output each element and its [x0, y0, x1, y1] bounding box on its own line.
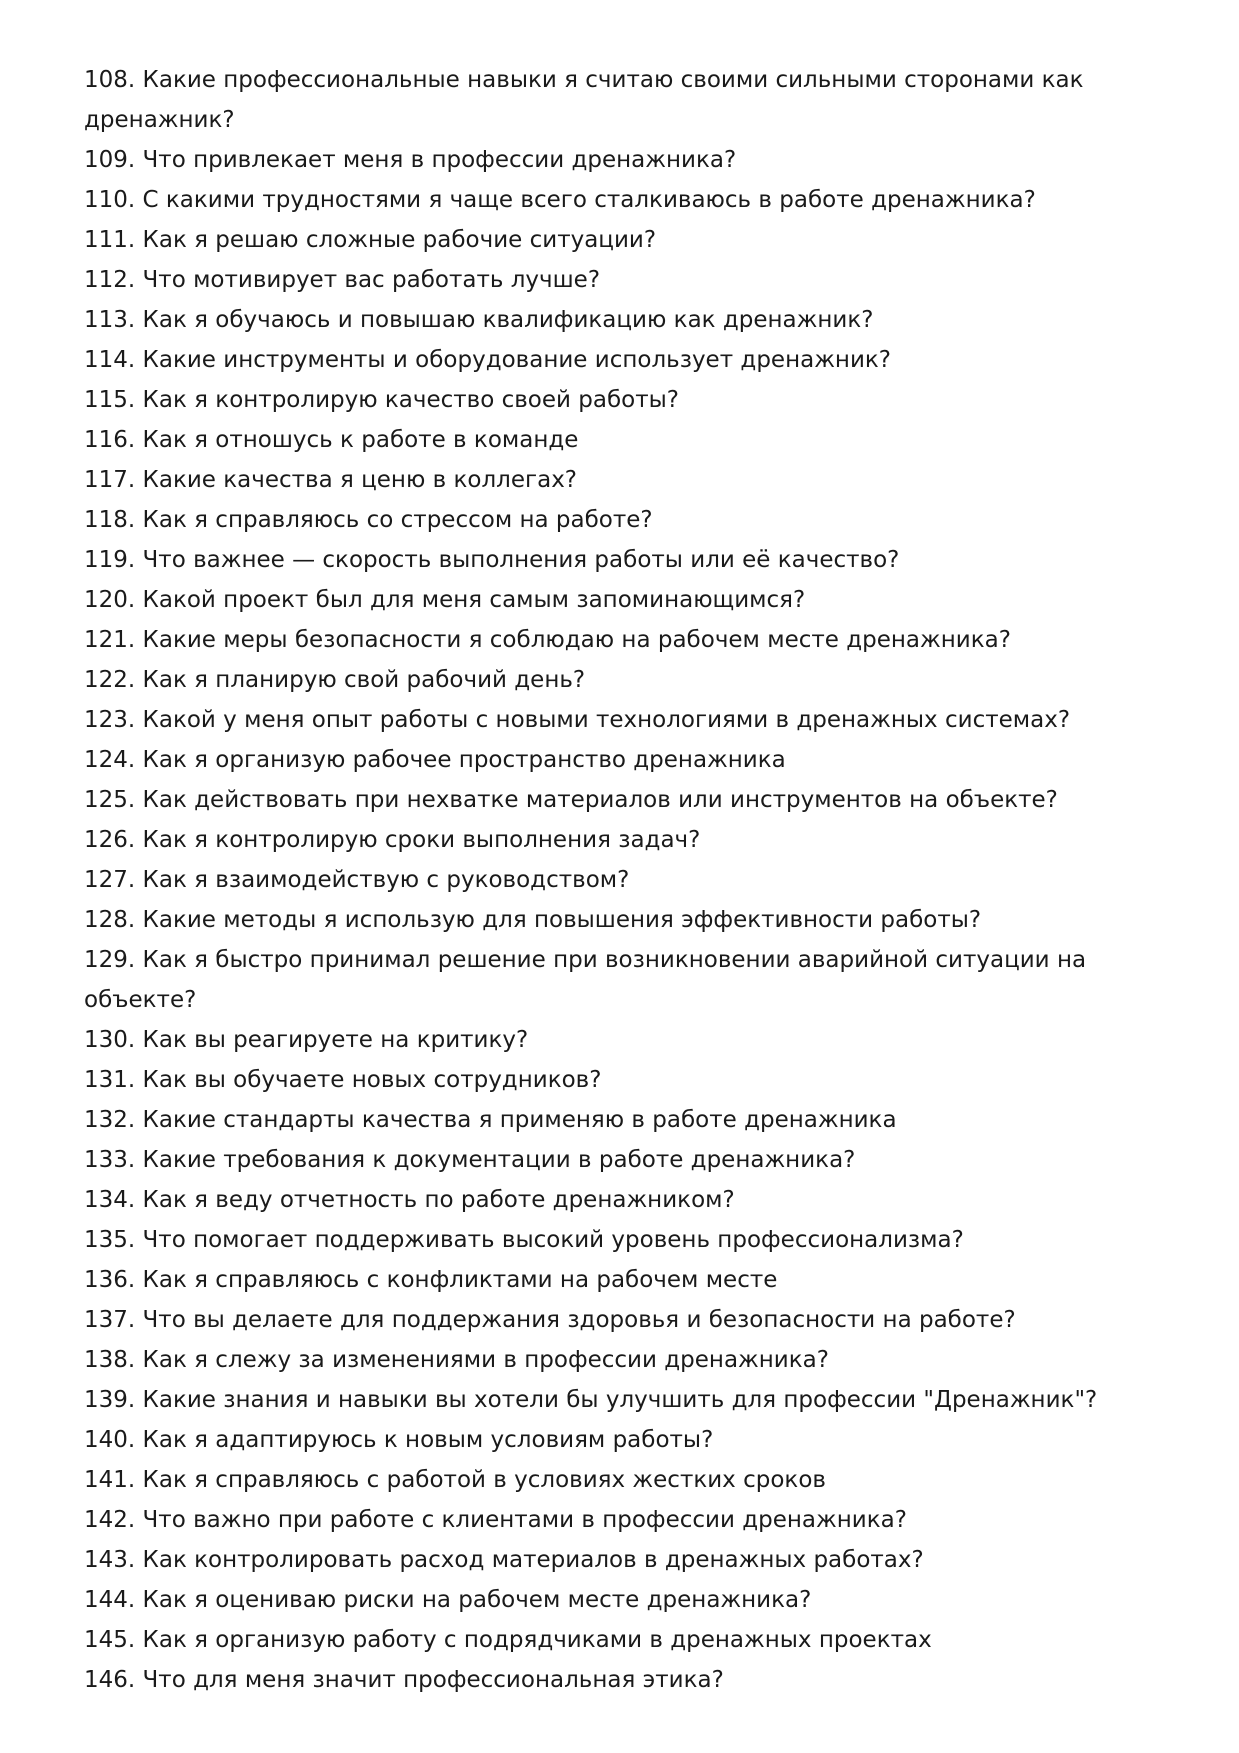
question-item-115: 115. Как я контролирую качество своей работы? — [84, 387, 680, 413]
question-item-120: 120. Какой проект был для меня самым запоминающимся? — [84, 587, 806, 613]
question-item-112: 112. Что мотивирует вас работать лучше? — [84, 267, 601, 293]
question-item-140: 140. Как я адаптируюсь к новым условиям работы? — [84, 1427, 714, 1453]
question-item-127: 127. Как я взаимодействую с руководством? — [84, 867, 630, 893]
question-item-134: 134. Как я веду отчетность по работе дренажником? — [84, 1187, 735, 1213]
question-item-121: 121. Какие меры безопасности я соблюдаю на рабочем месте дренажника? — [84, 627, 1011, 653]
question-item-142: 142. Что важно при работе с клиентами в профессии дренажника? — [84, 1507, 907, 1533]
question-item-124: 124. Как я организую рабочее пространство дренажника — [84, 747, 786, 773]
question-item-108: 108. Какие профессиональные навыки я считаю своими сильными сторонами как дренажник? — [84, 67, 1084, 133]
question-item-145: 145. Как я организую работу с подрядчиками в дренажных проектах — [84, 1627, 932, 1653]
question-item-129: 129. Как я быстро принимал решение при возникновении аварийной ситуации на объекте? — [84, 947, 1087, 1013]
question-list — [84, 60, 1179, 1700]
question-item-146: 146. Что для меня значит профессиональная этика? — [84, 1667, 724, 1693]
question-item-141: 141. Как я справляюсь с работой в условиях жестких сроков — [84, 1467, 826, 1493]
question-item-111: 111. Как я решаю сложные рабочие ситуации? — [84, 227, 657, 253]
question-item-119: 119. Что важнее — скорость выполнения работы или её качество? — [84, 547, 900, 573]
question-item-113: 113. Как я обучаюсь и повышаю квалификацию как дренажник? — [84, 307, 874, 333]
question-item-126: 126. Как я контролирую сроки выполнения задач? — [84, 827, 701, 853]
question-item-130: 130. Как вы реагируете на критику? — [84, 1027, 529, 1053]
question-item-143: 143. Как контролировать расход материалов в дренажных работах? — [84, 1547, 924, 1573]
question-item-125: 125. Как действовать при нехватке материалов или инструментов на объекте? — [84, 787, 1058, 813]
question-item-137: 137. Что вы делаете для поддержания здоровья и безопасности на работе? — [84, 1307, 1016, 1333]
question-item-114: 114. Какие инструменты и оборудование использует дренажник? — [84, 347, 892, 373]
question-item-122: 122. Как я планирую свой рабочий день? — [84, 667, 586, 693]
question-item-123: 123. Какой у меня опыт работы с новыми технологиями в дренажных системах? — [84, 707, 1071, 733]
question-item-117: 117. Какие качества я ценю в коллегах? — [84, 467, 578, 493]
question-item-135: 135. Что помогает поддерживать высокий уровень профессионализма? — [84, 1227, 964, 1253]
question-item-136: 136. Как я справляюсь с конфликтами на рабочем месте — [84, 1267, 778, 1293]
question-item-138: 138. Как я слежу за изменениями в профессии дренажника? — [84, 1347, 829, 1373]
question-item-131: 131. Как вы обучаете новых сотрудников? — [84, 1067, 602, 1093]
question-item-132: 132. Какие стандарты качества я применяю в работе дренажника — [84, 1107, 897, 1133]
question-item-128: 128. Какие методы я использую для повышения эффективности работы? — [84, 907, 982, 933]
question-item-118: 118. Как я справляюсь со стрессом на работе? — [84, 507, 653, 533]
question-item-116: 116. Как я отношусь к работе в команде — [84, 427, 579, 453]
question-item-133: 133. Какие требования к документации в работе дренажника? — [84, 1147, 856, 1173]
question-item-139: 139. Какие знания и навыки вы хотели бы улучшить для профессии "Дренажник"? — [84, 1387, 1098, 1413]
question-item-109: 109. Что привлекает меня в профессии дренажника? — [84, 147, 737, 173]
question-item-144: 144. Как я оцениваю риски на рабочем месте дренажника? — [84, 1587, 812, 1613]
question-item-110: 110. С какими трудностями я чаще всего сталкиваюсь в работе дренажника? — [84, 187, 1036, 213]
